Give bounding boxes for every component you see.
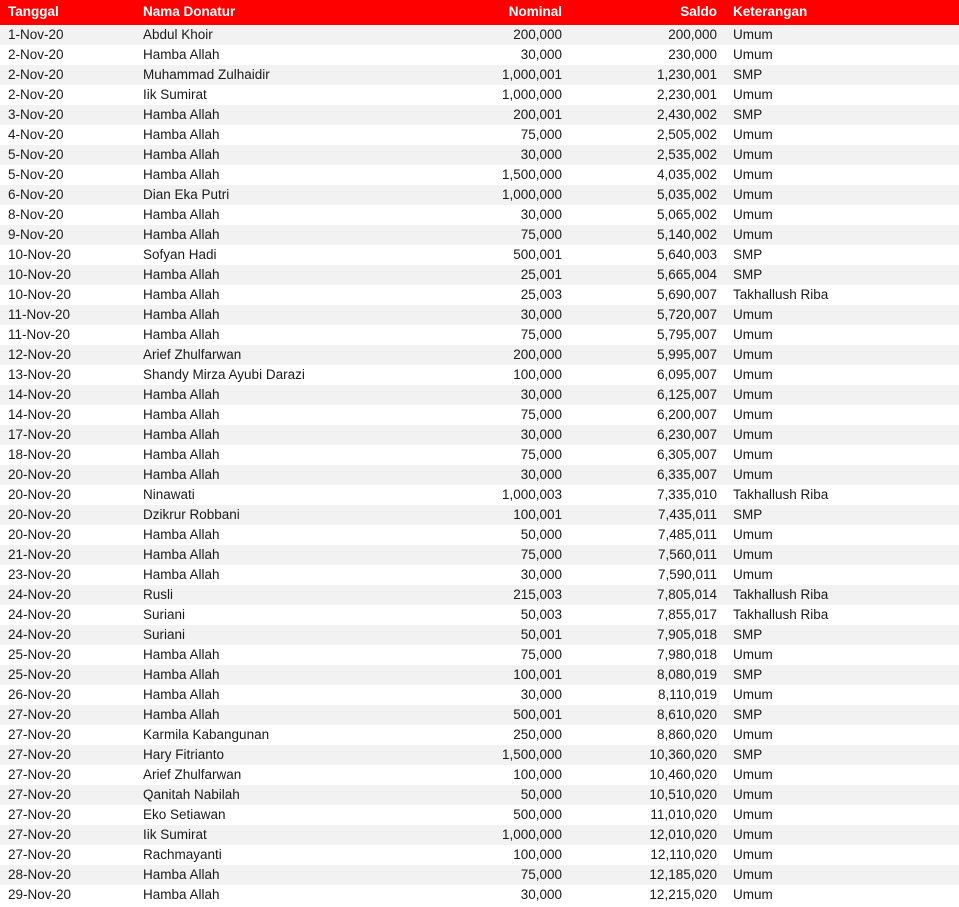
cell-0: 4-Nov-20 [0,125,135,145]
table-row[interactable] [0,205,959,225]
cell-1: Hamba Allah [135,205,410,225]
cell-3: 6,125,007 [570,385,725,405]
table-row[interactable] [0,765,959,785]
cell-4: Umum [725,345,959,365]
cell-3: 12,110,020 [570,845,725,865]
cell-4: SMP [725,245,959,265]
table-row[interactable] [0,745,959,765]
cell-2: 30,000 [410,425,570,445]
cell-2: 1,000,001 [410,65,570,85]
cell-0: 9-Nov-20 [0,225,135,245]
cell-0: 24-Nov-20 [0,585,135,605]
cell-3: 7,435,011 [570,505,725,525]
cell-0: 20-Nov-20 [0,525,135,545]
cell-0: 10-Nov-20 [0,265,135,285]
cell-0: 20-Nov-20 [0,505,135,525]
cell-1: Hamba Allah [135,285,410,305]
cell-2: 30,000 [410,45,570,65]
cell-0: 20-Nov-20 [0,465,135,485]
cell-1: Hamba Allah [135,265,410,285]
cell-4: Umum [725,425,959,445]
cell-2: 75,000 [410,225,570,245]
cell-4: Umum [725,645,959,665]
cell-2: 30,000 [410,145,570,165]
cell-2: 1,000,000 [410,85,570,105]
cell-1: Hamba Allah [135,105,410,125]
cell-0: 24-Nov-20 [0,605,135,625]
table-row[interactable] [0,365,959,385]
cell-3: 12,185,020 [570,865,725,885]
cell-0: 26-Nov-20 [0,685,135,705]
cell-3: 5,690,007 [570,285,725,305]
cell-3: 5,065,002 [570,205,725,225]
cell-0: 27-Nov-20 [0,765,135,785]
cell-0: 3-Nov-20 [0,105,135,125]
cell-4: Umum [725,725,959,745]
cell-1: Hamba Allah [135,325,410,345]
cell-0: 29-Nov-20 [0,885,135,905]
cell-1: Hamba Allah [135,165,410,185]
cell-2: 500,000 [410,805,570,825]
table-row[interactable] [0,885,959,905]
table-row[interactable] [0,485,959,505]
cell-3: 1,230,001 [570,65,725,85]
cell-3: 200,000 [570,25,725,45]
cell-0: 5-Nov-20 [0,145,135,165]
cell-4: SMP [725,625,959,645]
cell-3: 8,110,019 [570,685,725,705]
table-row[interactable] [0,65,959,85]
cell-2: 75,000 [410,125,570,145]
cell-2: 100,000 [410,365,570,385]
cell-1: Dian Eka Putri [135,185,410,205]
cell-0: 27-Nov-20 [0,825,135,845]
cell-4: SMP [725,265,959,285]
cell-4: Umum [725,165,959,185]
cell-1: Hamba Allah [135,545,410,565]
cell-2: 30,000 [410,565,570,585]
cell-3: 10,510,020 [570,785,725,805]
table-row[interactable] [0,865,959,885]
cell-4: Umum [725,865,959,885]
table-row[interactable] [0,545,959,565]
cell-2: 30,000 [410,385,570,405]
cell-3: 7,855,017 [570,605,725,625]
table-row[interactable] [0,285,959,305]
cell-3: 5,640,003 [570,245,725,265]
cell-1: Hamba Allah [135,405,410,425]
cell-3: 4,035,002 [570,165,725,185]
table-row[interactable] [0,685,959,705]
cell-4: Umum [725,565,959,585]
cell-2: 100,001 [410,665,570,685]
table-row[interactable] [0,85,959,105]
table-row[interactable] [0,25,959,45]
column-header-saldo[interactable]: Saldo [570,0,725,25]
cell-1: Hamba Allah [135,445,410,465]
cell-0: 8-Nov-20 [0,205,135,225]
cell-3: 5,035,002 [570,185,725,205]
column-header-nama-donatur[interactable]: Nama Donatur [135,0,410,25]
cell-1: Ninawati [135,485,410,505]
cell-4: Umum [725,805,959,825]
table-header [0,0,959,25]
cell-4: Umum [725,765,959,785]
cell-4: SMP [725,505,959,525]
cell-0: 23-Nov-20 [0,565,135,585]
cell-0: 27-Nov-20 [0,805,135,825]
cell-0: 13-Nov-20 [0,365,135,385]
table-header-row [0,0,959,25]
cell-0: 24-Nov-20 [0,625,135,645]
cell-0: 17-Nov-20 [0,425,135,445]
cell-4: Umum [725,785,959,805]
table-row[interactable] [0,125,959,145]
table-row[interactable] [0,105,959,125]
cell-4: Umum [725,525,959,545]
cell-0: 27-Nov-20 [0,785,135,805]
cell-2: 500,001 [410,245,570,265]
cell-0: 5-Nov-20 [0,165,135,185]
cell-1: Hamba Allah [135,425,410,445]
cell-1: Hamba Allah [135,565,410,585]
cell-1: Shandy Mirza Ayubi Darazi [135,365,410,385]
cell-1: Hamba Allah [135,125,410,145]
table-row[interactable] [0,825,959,845]
cell-3: 5,140,002 [570,225,725,245]
cell-3: 11,010,020 [570,805,725,825]
cell-2: 100,001 [410,505,570,525]
cell-3: 6,335,007 [570,465,725,485]
cell-0: 11-Nov-20 [0,305,135,325]
cell-2: 75,000 [410,865,570,885]
cell-0: 25-Nov-20 [0,665,135,685]
cell-0: 2-Nov-20 [0,85,135,105]
cell-1: Suriani [135,605,410,625]
cell-1: Rusli [135,585,410,605]
cell-4: SMP [725,65,959,85]
cell-4: Umum [725,465,959,485]
cell-4: Umum [725,205,959,225]
cell-3: 6,305,007 [570,445,725,465]
table-row[interactable] [0,45,959,65]
cell-1: Hamba Allah [135,525,410,545]
cell-1: Iik Sumirat [135,825,410,845]
cell-2: 1,000,003 [410,485,570,505]
cell-4: Takhallush Riba [725,585,959,605]
cell-2: 50,003 [410,605,570,625]
cell-1: Hamba Allah [135,385,410,405]
cell-2: 1,000,000 [410,185,570,205]
cell-3: 7,590,011 [570,565,725,585]
cell-2: 75,000 [410,645,570,665]
cell-4: Umum [725,325,959,345]
cell-3: 8,860,020 [570,725,725,745]
cell-2: 30,000 [410,305,570,325]
cell-4: Takhallush Riba [725,485,959,505]
cell-2: 200,001 [410,105,570,125]
cell-2: 30,000 [410,885,570,905]
column-header-tanggal[interactable]: Tanggal [0,0,135,25]
cell-4: Umum [725,85,959,105]
table-row[interactable] [0,405,959,425]
cell-1: Hamba Allah [135,865,410,885]
column-header-nominal[interactable]: Nominal [410,0,570,25]
cell-3: 2,430,002 [570,105,725,125]
cell-0: 27-Nov-20 [0,725,135,745]
cell-0: 21-Nov-20 [0,545,135,565]
table-row[interactable] [0,605,959,625]
cell-0: 20-Nov-20 [0,485,135,505]
cell-0: 14-Nov-20 [0,385,135,405]
cell-3: 7,980,018 [570,645,725,665]
cell-4: Takhallush Riba [725,605,959,625]
cell-4: Umum [725,145,959,165]
cell-1: Sofyan Hadi [135,245,410,265]
cell-0: 6-Nov-20 [0,185,135,205]
cell-2: 250,000 [410,725,570,745]
cell-2: 75,000 [410,545,570,565]
cell-1: Hamba Allah [135,645,410,665]
cell-4: Umum [725,445,959,465]
cell-4: SMP [725,705,959,725]
cell-2: 200,000 [410,25,570,45]
cell-1: Hamba Allah [135,45,410,65]
table-row[interactable] [0,725,959,745]
cell-1: Hamba Allah [135,465,410,485]
table-row[interactable] [0,465,959,485]
table-row[interactable] [0,525,959,545]
cell-3: 6,095,007 [570,365,725,385]
cell-1: Eko Setiawan [135,805,410,825]
cell-2: 1,500,000 [410,165,570,185]
cell-2: 100,000 [410,845,570,865]
cell-2: 75,000 [410,325,570,345]
cell-2: 30,000 [410,465,570,485]
cell-3: 5,795,007 [570,325,725,345]
cell-1: Hary Fitrianto [135,745,410,765]
table-row[interactable] [0,225,959,245]
table-row[interactable] [0,785,959,805]
cell-2: 30,000 [410,685,570,705]
cell-2: 75,000 [410,405,570,425]
cell-1: Hamba Allah [135,305,410,325]
cell-4: Umum [725,185,959,205]
cell-0: 12-Nov-20 [0,345,135,365]
cell-4: SMP [725,665,959,685]
cell-3: 5,665,004 [570,265,725,285]
cell-0: 11-Nov-20 [0,325,135,345]
cell-1: Arief Zhulfarwan [135,345,410,365]
cell-4: Umum [725,885,959,905]
table-row[interactable] [0,245,959,265]
cell-0: 14-Nov-20 [0,405,135,425]
cell-3: 5,720,007 [570,305,725,325]
table-row[interactable] [0,145,959,165]
cell-3: 8,610,020 [570,705,725,725]
cell-3: 230,000 [570,45,725,65]
cell-0: 18-Nov-20 [0,445,135,465]
cell-1: Muhammad Zulhaidir [135,65,410,85]
cell-4: Umum [725,365,959,385]
cell-2: 500,001 [410,705,570,725]
cell-4: Takhallush Riba [725,285,959,305]
cell-0: 1-Nov-20 [0,25,135,45]
cell-0: 10-Nov-20 [0,285,135,305]
cell-3: 10,360,020 [570,745,725,765]
cell-1: Abdul Khoir [135,25,410,45]
cell-3: 7,805,014 [570,585,725,605]
cell-1: Hamba Allah [135,225,410,245]
cell-4: Umum [725,305,959,325]
cell-1: Hamba Allah [135,885,410,905]
cell-0: 2-Nov-20 [0,65,135,85]
table-row[interactable] [0,845,959,865]
cell-0: 10-Nov-20 [0,245,135,265]
cell-3: 2,535,002 [570,145,725,165]
table-row[interactable] [0,645,959,665]
cell-1: Suriani [135,625,410,645]
cell-4: Umum [725,545,959,565]
table-row[interactable] [0,305,959,325]
cell-4: Umum [725,845,959,865]
table-row[interactable] [0,505,959,525]
column-header-keterangan[interactable]: Keterangan [725,0,959,25]
cell-2: 50,000 [410,785,570,805]
table-row[interactable] [0,705,959,725]
cell-2: 50,001 [410,625,570,645]
table-row[interactable] [0,165,959,185]
cell-1: Arief Zhulfarwan [135,765,410,785]
cell-1: Karmila Kabangunan [135,725,410,745]
table-row[interactable] [0,385,959,405]
cell-3: 6,200,007 [570,405,725,425]
cell-2: 75,000 [410,445,570,465]
table-row[interactable] [0,425,959,445]
cell-3: 7,905,018 [570,625,725,645]
cell-3: 12,010,020 [570,825,725,845]
cell-1: Qanitah Nabilah [135,785,410,805]
table-row[interactable] [0,565,959,585]
cell-4: Umum [725,385,959,405]
cell-3: 6,230,007 [570,425,725,445]
cell-4: Umum [725,125,959,145]
cell-3: 8,080,019 [570,665,725,685]
cell-0: 27-Nov-20 [0,705,135,725]
cell-2: 30,000 [410,205,570,225]
cell-3: 10,460,020 [570,765,725,785]
cell-2: 215,003 [410,585,570,605]
cell-0: 25-Nov-20 [0,645,135,665]
cell-3: 7,485,011 [570,525,725,545]
cell-1: Iik Sumirat [135,85,410,105]
cell-2: 1,000,000 [410,825,570,845]
cell-1: Rachmayanti [135,845,410,865]
cell-2: 50,000 [410,525,570,545]
table-row[interactable] [0,185,959,205]
cell-1: Hamba Allah [135,705,410,725]
table-row[interactable] [0,585,959,605]
cell-3: 12,215,020 [570,885,725,905]
table-body [0,25,959,905]
table-row[interactable] [0,325,959,345]
cell-2: 200,000 [410,345,570,365]
table-row[interactable] [0,625,959,645]
cell-4: Umum [725,405,959,425]
cell-0: 27-Nov-20 [0,745,135,765]
cell-4: Umum [725,225,959,245]
table-row[interactable] [0,665,959,685]
cell-4: Umum [725,685,959,705]
cell-3: 2,505,002 [570,125,725,145]
cell-4: SMP [725,105,959,125]
cell-0: 28-Nov-20 [0,865,135,885]
table-row[interactable] [0,265,959,285]
cell-4: SMP [725,745,959,765]
cell-1: Hamba Allah [135,685,410,705]
table-row[interactable] [0,805,959,825]
cell-4: Umum [725,45,959,65]
cell-2: 25,003 [410,285,570,305]
cell-2: 25,001 [410,265,570,285]
cell-2: 100,000 [410,765,570,785]
cell-4: Umum [725,25,959,45]
cell-1: Hamba Allah [135,145,410,165]
cell-2: 1,500,000 [410,745,570,765]
cell-4: Umum [725,825,959,845]
cell-0: 2-Nov-20 [0,45,135,65]
cell-3: 5,995,007 [570,345,725,365]
cell-0: 27-Nov-20 [0,845,135,865]
cell-1: Hamba Allah [135,665,410,685]
cell-3: 2,230,001 [570,85,725,105]
cell-3: 7,560,011 [570,545,725,565]
table-row[interactable] [0,445,959,465]
table-row[interactable] [0,345,959,365]
cell-1: Dzikrur Robbani [135,505,410,525]
cell-3: 7,335,010 [570,485,725,505]
